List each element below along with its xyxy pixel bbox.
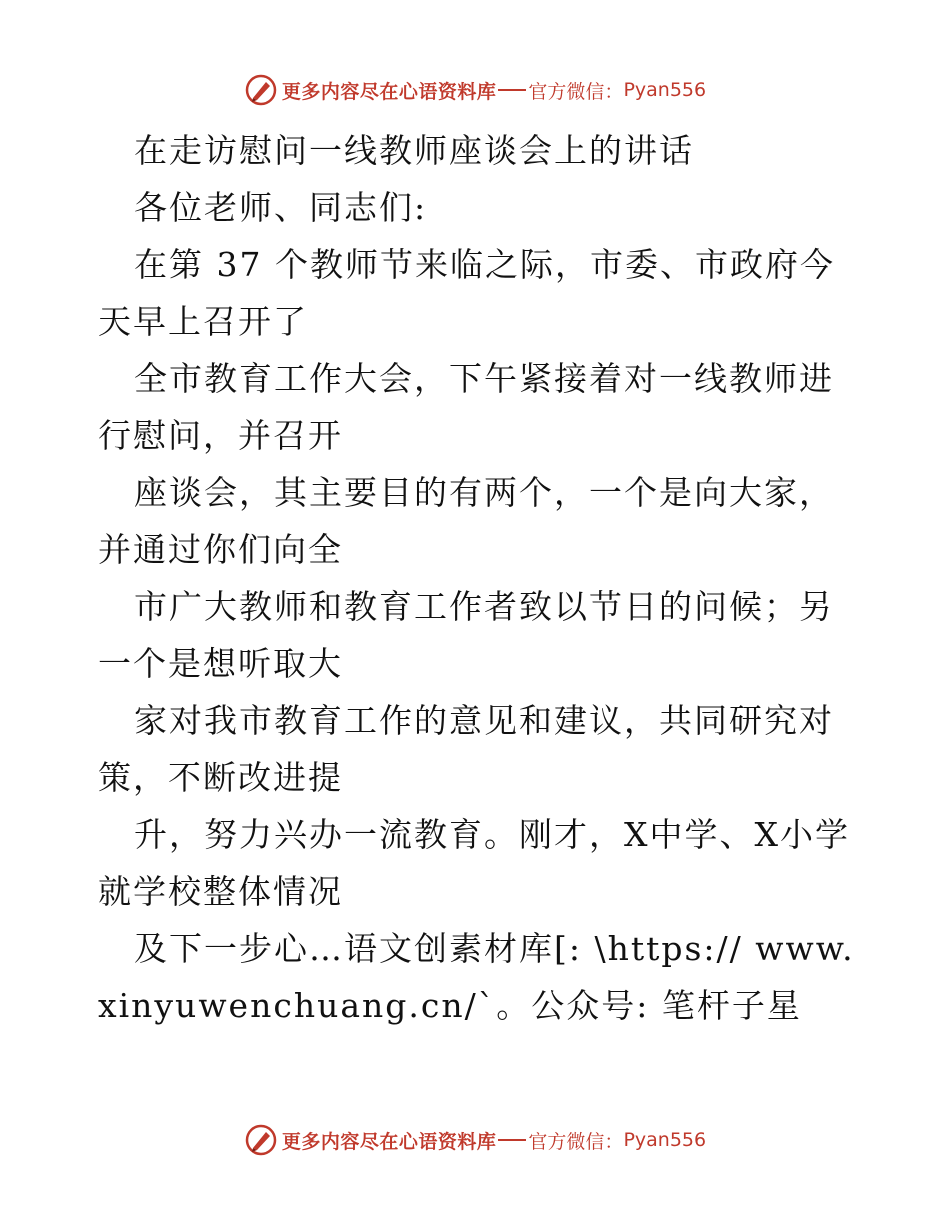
salutation: 各位老师、同志们: xyxy=(134,188,428,227)
red-pen-logo-icon xyxy=(244,1123,278,1157)
banner-wechat-id: Pyan556 xyxy=(623,79,707,101)
banner-suffix-text: 官方微信： xyxy=(528,1130,624,1153)
paragraph: 在第 37 个教师节来临之际，市委、市政府今天早上召开了 xyxy=(98,245,835,341)
paragraph: 座谈会，其主要目的有两个，一个是向大家，并通过你们向全 xyxy=(98,473,834,569)
red-pen-logo-icon xyxy=(244,73,278,107)
banner-dash xyxy=(498,1139,526,1141)
paragraph: 市广大教师和教育工作者致以节日的问候；另一个是想听取大 xyxy=(98,587,834,683)
document-body xyxy=(98,122,858,1034)
paragraph: 升，努力兴办一流教育。刚才，X中学、X小学就学校整体情况 xyxy=(98,815,850,911)
banner-wechat-id: Pyan556 xyxy=(623,1129,707,1151)
banner-brand-text: 更多内容尽在心语资料库 xyxy=(281,80,497,103)
paragraph: 家对我市教育工作的意见和建议，共同研究对策，不断改进提 xyxy=(98,701,834,797)
source-paragraph: 及下一步心…语文创素材库[: \https:// www.xinyuwenchuang.cn/`。公众号: 笔杆子星 xyxy=(98,929,855,1025)
banner-brand-text: 更多内容尽在心语资料库 xyxy=(281,1130,497,1153)
banner-suffix-text: 官方微信： xyxy=(528,80,624,103)
paragraph: 全市教育工作大会，下午紧接着对一线教师进行慰问，并召开 xyxy=(98,359,834,455)
footer-banner xyxy=(0,1120,950,1160)
document-title: 在走访慰问一线教师座谈会上的讲话 xyxy=(134,131,694,170)
banner-dash xyxy=(498,89,526,91)
header-banner xyxy=(0,70,950,110)
